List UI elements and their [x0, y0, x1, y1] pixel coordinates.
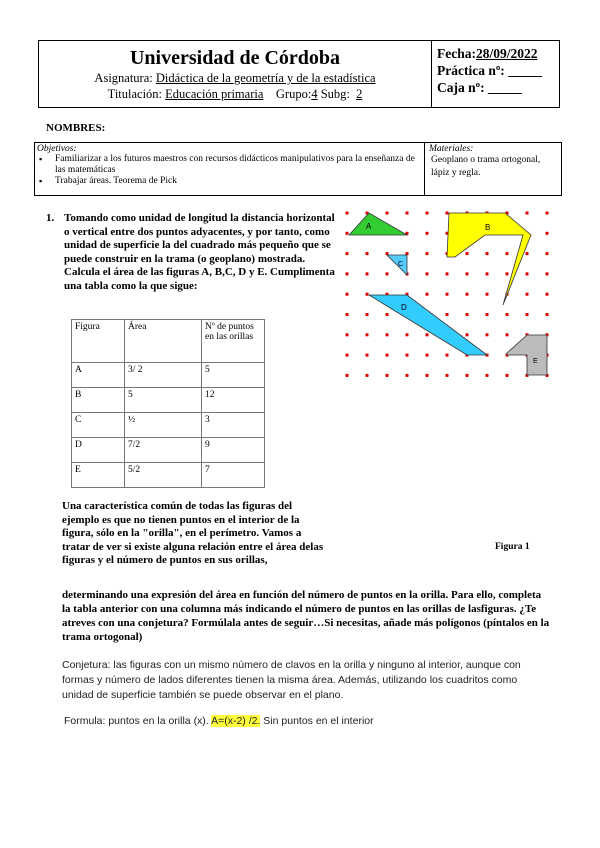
geoboard-dot — [346, 354, 349, 357]
materials-cell — [426, 143, 560, 195]
geoboard-dot — [366, 252, 369, 255]
paragraph-2: Una característica común de todas las figuras del ejemplo es que no tienen puntos en el interior de la figura, sólo en la "orilla", en el perímetro. Vamos a tratar de ver si existe alguna relación entre el área delas figuras y el número de puntos en sus orillas, — [62, 500, 324, 567]
geoboard-dot — [466, 333, 469, 336]
geoboard-dot — [386, 313, 389, 316]
geoboard-dot — [366, 313, 369, 316]
table-cell: D — [72, 438, 125, 463]
table-cell[interactable]: 5 — [202, 363, 265, 388]
table-cell: A — [72, 363, 125, 388]
geoboard-dot — [406, 212, 409, 215]
formula-suffix: Sin puntos en el interior — [260, 715, 374, 727]
geoboard-dot — [426, 333, 429, 336]
geoboard-dot — [486, 333, 489, 336]
geoboard-dot — [446, 374, 449, 377]
formula-prefix: Formula: puntos en la orilla (x). — [64, 715, 212, 727]
objectives-box — [34, 142, 562, 196]
geoboard-dot — [366, 333, 369, 336]
geoboard-dot — [546, 293, 549, 296]
figure-c-shape — [387, 255, 407, 275]
geoboard-dot — [546, 272, 549, 275]
geoboard-dot — [526, 252, 529, 255]
practice-blank[interactable]: _____ — [508, 63, 542, 78]
conjecture-text: Conjetura: las figuras con un mismo número de clavos en la orilla y ninguno al interior, aunque con formas y número de lados diferentes tienen la misma área. Además, utilizando los cuadritos como unidad de superficie también se puede observar en el plano. — [62, 659, 521, 701]
table-row — [72, 388, 265, 413]
geoboard-dot — [386, 272, 389, 275]
geoboard-dot — [406, 333, 409, 336]
header-right — [437, 45, 542, 96]
materials-title: Materiales: — [429, 144, 474, 154]
geoboard-dot — [426, 272, 429, 275]
geoboard-dot — [446, 354, 449, 357]
degree-value: Educación primaria — [165, 87, 264, 101]
geoboard-dot — [466, 252, 469, 255]
geoboard-dot — [446, 212, 449, 215]
date-line: Fecha:28/09/2022 — [437, 46, 538, 61]
table-cell[interactable]: 5 — [125, 388, 202, 413]
geoboard-dot — [486, 272, 489, 275]
geoboard-dot — [366, 354, 369, 357]
geoboard-dot — [426, 354, 429, 357]
table-cell[interactable]: 7 — [202, 463, 265, 488]
geoboard-dot — [466, 272, 469, 275]
geoboard-dot — [406, 374, 409, 377]
geoboard-dot — [526, 293, 529, 296]
box-blank[interactable]: _____ — [487, 80, 522, 95]
formula-highlight: A=(x-2) /2. — [211, 715, 261, 727]
table-cell[interactable]: 3 — [202, 413, 265, 438]
geoboard-dot — [366, 293, 369, 296]
geoboard-dot — [506, 313, 509, 316]
degree-line: Titulación: Educación primaria Grupo:4 Subg: 2 — [107, 87, 363, 101]
geoboard-dot — [466, 374, 469, 377]
geoboard-dot — [346, 232, 349, 235]
objectives-cell — [35, 143, 425, 195]
objectives-title: Objetivos: — [37, 144, 77, 154]
figure-label-b: B — [485, 223, 491, 232]
geoboard-dot — [546, 212, 549, 215]
table-cell[interactable]: 3/ 2 — [125, 363, 202, 388]
geoboard-dot — [486, 252, 489, 255]
box-line: Caja nº: _____ — [437, 80, 522, 95]
materials-text: Geoplano o trama ortogonal, lápiz y regla. — [431, 155, 541, 178]
geoboard-dot — [346, 293, 349, 296]
question-text: Tomando como unidad de longitud la distancia horizontal o vertical entre dos puntos adyacentes, y por tanto, como unidad de superficie la del cuadrado más pequeño que se puede construir en la trama (o geoplano) mostrada. Calcula el área de las figuras A, B,C, D y E. Cumplimenta una tabla como la que sigue: — [64, 212, 335, 292]
table-row — [72, 413, 265, 438]
table-header: Figura — [72, 320, 125, 363]
geoboard-dot — [446, 293, 449, 296]
geoboard-dot — [346, 212, 349, 215]
geoboard-dot — [506, 252, 509, 255]
table-cell[interactable]: 9 — [202, 438, 265, 463]
header-box — [38, 40, 560, 108]
geoboard-dot — [546, 252, 549, 255]
paragraph-3: determinando una expresión del área en función del número de puntos en la orilla. Para ello, completa la tabla anterior con una columna más indicando el número de puntos en las orillas de lasfiguras. ¿Te atreves con una conjetura? Formúlala antes de seguir…Si necesitas, añade más polígonos (píntalos en la trama ortogonal) — [62, 589, 550, 643]
geoboard-dot — [346, 333, 349, 336]
geoboard-dot — [386, 212, 389, 215]
geoboard-dot — [466, 293, 469, 296]
geoboard-dot — [426, 212, 429, 215]
geoboard-dot — [446, 313, 449, 316]
geoboard-dot — [526, 212, 529, 215]
subject-line: Asignatura: Didáctica de la geometría y de la estadística — [94, 71, 376, 85]
geoboard-dot — [366, 374, 369, 377]
table-row — [72, 363, 265, 388]
table-cell: E — [72, 463, 125, 488]
geoboard-dot — [346, 374, 349, 377]
figure-caption: Figura 1 — [495, 542, 530, 552]
figure-d-shape — [369, 295, 487, 355]
geoboard-dot — [526, 272, 529, 275]
geoboard-dot — [506, 374, 509, 377]
table-row — [72, 438, 265, 463]
geoboard-dot — [546, 232, 549, 235]
group-value: 4 — [311, 87, 318, 101]
table-cell[interactable]: 5/2 — [125, 463, 202, 488]
question-number: 1. — [46, 212, 55, 224]
figure-label-c: C — [398, 261, 404, 268]
geoboard-dot — [406, 354, 409, 357]
geoboard-dot — [426, 293, 429, 296]
geoboard-dot — [506, 333, 509, 336]
geoboard-dot — [486, 374, 489, 377]
objective-item: ▪ Trabajar áreas. Teorema de Pick — [55, 176, 422, 187]
table-cell[interactable]: ½ — [125, 413, 202, 438]
geoboard-dot — [426, 232, 429, 235]
table-cell: C — [72, 413, 125, 438]
table-row — [72, 463, 265, 488]
geoboard-dot — [346, 272, 349, 275]
geoboard-dot — [386, 354, 389, 357]
date-value: 28/09/2022 — [475, 46, 538, 61]
geoboard-dot — [346, 252, 349, 255]
geoboard-dot — [526, 313, 529, 316]
figure-label-e: E — [533, 358, 538, 365]
geoboard-dot — [486, 313, 489, 316]
areas-table — [71, 319, 265, 488]
geoboard-dot — [506, 272, 509, 275]
geoboard-dot — [386, 333, 389, 336]
objectives-list — [37, 154, 422, 187]
figure-label-a: A — [366, 222, 372, 231]
geoboard-dot — [466, 313, 469, 316]
table-cell[interactable]: 12 — [202, 388, 265, 413]
geoboard-dot — [546, 313, 549, 316]
question-1 — [46, 212, 336, 294]
geoboard-dot — [386, 374, 389, 377]
table-header-row — [72, 320, 265, 363]
geoboard-dot — [366, 272, 369, 275]
table-cell: B — [72, 388, 125, 413]
subgroup-value: 2 — [356, 87, 363, 101]
geoboard-dot — [426, 252, 429, 255]
geoboard-dot — [486, 293, 489, 296]
university-title: Universidad de Córdoba — [129, 47, 341, 69]
figure-e-shape — [507, 335, 547, 375]
subject-value: Didáctica de la geometría y de la estadística — [155, 71, 376, 85]
objective-item: ▪ Familiarizar a los futuros maestros con recursos didácticos manipulativos para la enseñanza de las matemáticas — [55, 154, 422, 176]
table-header: Área — [125, 320, 202, 363]
practice-line: Práctica nº: _____ — [437, 63, 542, 78]
table-header: Nº de puntos en las orillas — [202, 320, 265, 363]
geoboard-dot — [346, 313, 349, 316]
geoboard-figure — [335, 205, 557, 385]
geoboard-dot — [426, 374, 429, 377]
table-cell[interactable]: 7/2 — [125, 438, 202, 463]
header-left — [39, 41, 432, 107]
names-label: NOMBRES: — [46, 122, 106, 134]
formula-line — [64, 715, 374, 727]
figure-a-shape — [349, 213, 407, 235]
figure-label-d: D — [401, 303, 407, 312]
geoboard-dot — [446, 272, 449, 275]
